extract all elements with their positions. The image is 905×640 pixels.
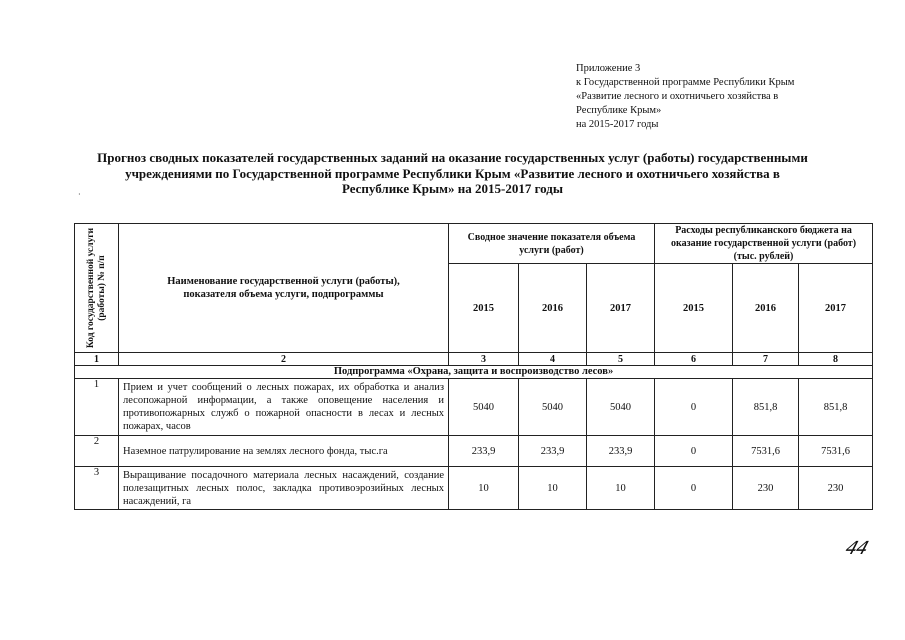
row-code: 2 (75, 436, 119, 467)
row-value: 7531,6 (799, 436, 873, 467)
year-header: 2015 (449, 264, 519, 353)
table-row (75, 467, 873, 510)
appendix-line: на 2015-2017 годы (576, 119, 659, 130)
column-number-row (75, 353, 873, 366)
row-value: 233,9 (519, 436, 587, 467)
row-value: 7531,6 (733, 436, 799, 467)
title-line: Республике Крым» на 2015-2017 годы (341, 181, 564, 196)
row-value: 10 (449, 467, 519, 510)
code-header: Код государственной услуги (работы) № п/п (85, 227, 107, 349)
column-number: 5 (587, 353, 655, 366)
row-value: 851,8 (733, 379, 799, 436)
column-number: 7 (733, 353, 799, 366)
row-name: Наземное патрулирование на землях лесного фонда, тыс.га (119, 436, 449, 467)
appendix-line: к Государственной программе Республики Крым (576, 77, 795, 88)
indicators-table (74, 223, 873, 510)
document-title (20, 150, 885, 197)
code-header-cell (75, 224, 119, 353)
volume-header: Сводное значение показателя объема услуги (работ) (449, 224, 655, 264)
row-value: 0 (655, 436, 733, 467)
subprogram-row (75, 366, 873, 379)
handwritten-page-number: 44 (842, 538, 871, 559)
row-value: 0 (655, 467, 733, 510)
row-name: Прием и учет сообщений о лесных пожарах, их обработка и анализ лесопожарной информации, а также оповещение населения и противопожарных служб о пожарной опасности в лесах и лесных пожарах, часов (119, 379, 449, 436)
row-code: 3 (75, 467, 119, 510)
table-row (75, 379, 873, 436)
year-header: 2017 (587, 264, 655, 353)
row-name: Выращивание посадочного материала лесных насаждений, создание полезащитных лесных полос, закладка противоэрозийных лесных насаждений, га (119, 467, 449, 510)
row-value: 5040 (519, 379, 587, 436)
row-value: 0 (655, 379, 733, 436)
appendix-line: Приложение 3 (576, 63, 641, 74)
row-code: 1 (75, 379, 119, 436)
year-header: 2016 (519, 264, 587, 353)
year-header: 2016 (733, 264, 799, 353)
expense-header: Расходы республиканского бюджета на оказание государственной услуги (работ) (тыс. рублей) (655, 224, 873, 264)
year-header: 2015 (655, 264, 733, 353)
column-number: 4 (519, 353, 587, 366)
row-value: 5040 (449, 379, 519, 436)
header-row (75, 224, 873, 264)
column-number: 3 (449, 353, 519, 366)
column-number: 6 (655, 353, 733, 366)
row-value: 10 (519, 467, 587, 510)
appendix-note (576, 62, 876, 132)
title-line: учреждениями по Государственной программе Республики Крым «Развитие лесного и охотничьего хозяйства в (125, 165, 780, 181)
stray-mark: · (78, 190, 81, 199)
subprogram-title: Подпрограмма «Охрана, защита и воспроизводство лесов» (75, 366, 873, 379)
column-number: 2 (119, 353, 449, 366)
title-line: Прогноз сводных показателей государственных заданий на оказание государственных услуг (работы) государственными (97, 150, 808, 165)
name-header: Наименование государственной услуги (работы), показателя объема услуги, подпрограммы (119, 224, 449, 353)
appendix-line: Республике Крым» (576, 105, 662, 116)
table-row (75, 436, 873, 467)
year-header: 2017 (799, 264, 873, 353)
row-value: 230 (733, 467, 799, 510)
row-value: 5040 (587, 379, 655, 436)
row-value: 10 (587, 467, 655, 510)
row-value: 230 (799, 467, 873, 510)
appendix-line: «Развитие лесного и охотничьего хозяйства в (576, 91, 779, 102)
row-value: 851,8 (799, 379, 873, 436)
column-number: 8 (799, 353, 873, 366)
row-value: 233,9 (449, 436, 519, 467)
row-value: 233,9 (587, 436, 655, 467)
column-number: 1 (75, 353, 119, 366)
